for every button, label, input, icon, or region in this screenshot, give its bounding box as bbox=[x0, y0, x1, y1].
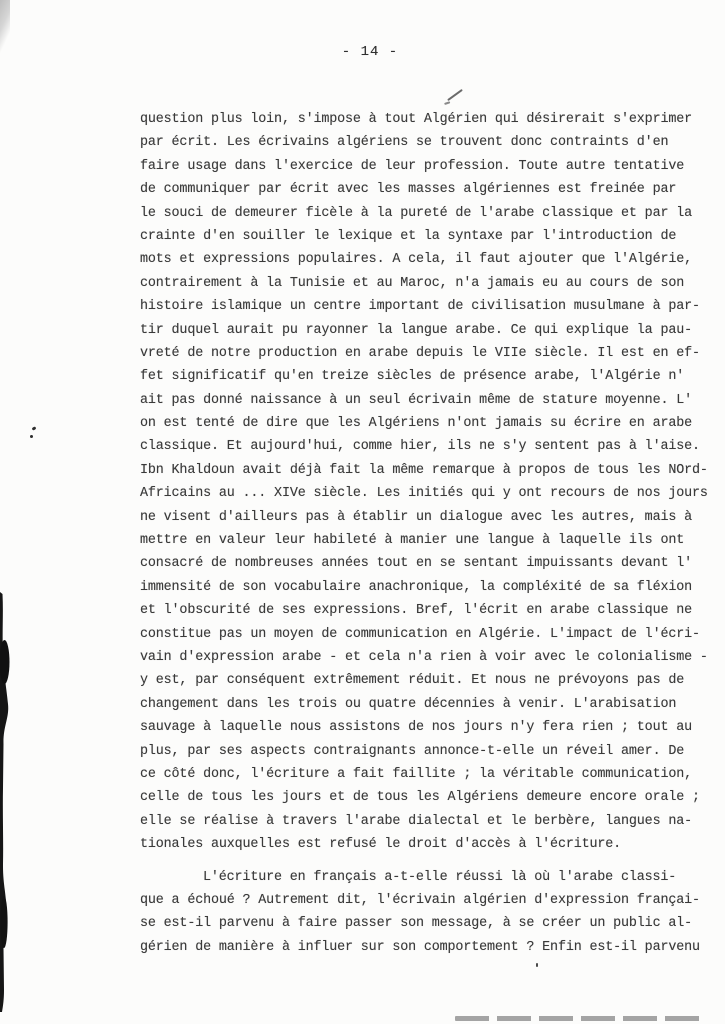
text-line: y est, par conséquent extrêmement réduit. Et nous ne prévoyons pas de bbox=[140, 673, 685, 689]
scanner-edge-dashed-bar bbox=[455, 1016, 707, 1021]
text-line: se est-il parvenu à faire passer son message, à se créer un public al- bbox=[140, 916, 692, 932]
text-line: Africains au ... XIVe siècle. Les initiés qui y ont recours de nos jours bbox=[140, 486, 708, 502]
text-line: on est tenté de dire que les Algériens n'ont jamais su écrire en arabe bbox=[140, 416, 692, 432]
text-line: vain d'expression arabe - et cela n'a rien à voir avec le colonialisme - bbox=[140, 649, 708, 665]
text-line: crainte d'en souiller le lexique et la syntaxe par l'introduction de bbox=[140, 228, 677, 244]
text-line: Ibn Khaldoun avait déjà fait la même remarque à propos de tous les NOrd- bbox=[140, 462, 708, 478]
text-line: vreté de notre production en arabe depuis le VIIe siècle. Il est en ef- bbox=[140, 345, 700, 361]
text-line: le souci de demeurer ficèle à la pureté de l'arabe classique et par la bbox=[140, 205, 692, 221]
text-line: question plus loin, s'impose à tout Algérien qui désirerait s'exprimer bbox=[140, 112, 692, 127]
text-line: sauvage à laquelle nous assistons de nos jours n'y fera rien ; tout au bbox=[140, 720, 692, 736]
stray-pen-slash-mark bbox=[447, 89, 463, 101]
text-line: par écrit. Les écrivains algériens se trouvent donc contraints d'en bbox=[140, 135, 669, 151]
text-line: faire usage dans l'exercice de leur profession. Toute autre tentative bbox=[140, 158, 685, 174]
text-line: de communiquer par écrit avec les masses algériennes est freinée par bbox=[140, 182, 677, 198]
body-text bbox=[140, 108, 706, 959]
text-line: classique. Et aujourd'hui, comme hier, ils ne s'y sentent pas à l'aise. bbox=[140, 439, 700, 455]
text-line: immensité de son vocabulaire anachronique, la compléxité de sa fléxion bbox=[140, 579, 692, 595]
text-line: fet significatif qu'en treize siècles de présence arabe, l'Algérie n' bbox=[140, 369, 685, 385]
text-line: ce côté donc, l'écriture a fait faillite ; la véritable communication, bbox=[140, 766, 692, 782]
text-line: plus, par ses aspects contraignants annonce-t-elle un réveil amer. De bbox=[140, 743, 685, 759]
text-line: gérien de manière à influer sur son comportement ? Enfin est-il parvenu bbox=[140, 939, 700, 955]
text-line: consacré de nombreuses années tout en se sentant impuissants devant l' bbox=[140, 556, 692, 572]
text-line: que a échoué ? Autrement dit, l'écrivain algérien d'expression françai- bbox=[140, 892, 700, 908]
stray-ink-dot bbox=[536, 963, 538, 967]
text-line: L'écriture en français a-t-elle réussi là où l'arabe classi- bbox=[203, 869, 677, 885]
text-line: celle de tous les jours et de tous les Algériens demeure encore orale ; bbox=[140, 790, 700, 806]
stray-ink-scribble bbox=[27, 426, 41, 442]
text-line: ait pas donné naissance à un seul écrivain même de stature moyenne. L' bbox=[140, 392, 692, 408]
page-number: - 14 - bbox=[341, 44, 399, 60]
text-line: elle se réalise à travers l'arabe dialectal et le berbère, langues na- bbox=[140, 813, 692, 829]
text-line: et l'obscurité de ses expressions. Bref, l'écrit en arabe classique ne bbox=[140, 603, 692, 619]
left-edge-ink-streak bbox=[0, 592, 14, 1012]
text-line: ne visent d'ailleurs pas à établir un dialogue avec les autres, mais à bbox=[140, 509, 692, 525]
text-line: tionales auxquelles est refusé le droit d'accès à l'écriture. bbox=[140, 837, 622, 853]
text-line: mots et expressions populaires. A cela, il faut ajouter que l'Algérie, bbox=[140, 252, 692, 268]
text-line: changement dans les trois ou quatre décennies à venir. L'arabisation bbox=[140, 696, 677, 712]
text-line: tir duquel aurait pu rayonner la langue arabe. Ce qui explique la pau- bbox=[140, 322, 692, 338]
text-line: contrairement à la Tunisie et au Maroc, n'a jamais eu au cours de son bbox=[140, 275, 685, 291]
text-line: histoire islamique un centre important de civilisation musulmane à par- bbox=[140, 299, 700, 315]
text-line: mettre en valeur leur habileté à manier une langue à laquelle ils ont bbox=[140, 533, 685, 549]
text-line: constitue pas un moyen de communication en Algérie. L'impact de l'écri- bbox=[140, 626, 700, 642]
